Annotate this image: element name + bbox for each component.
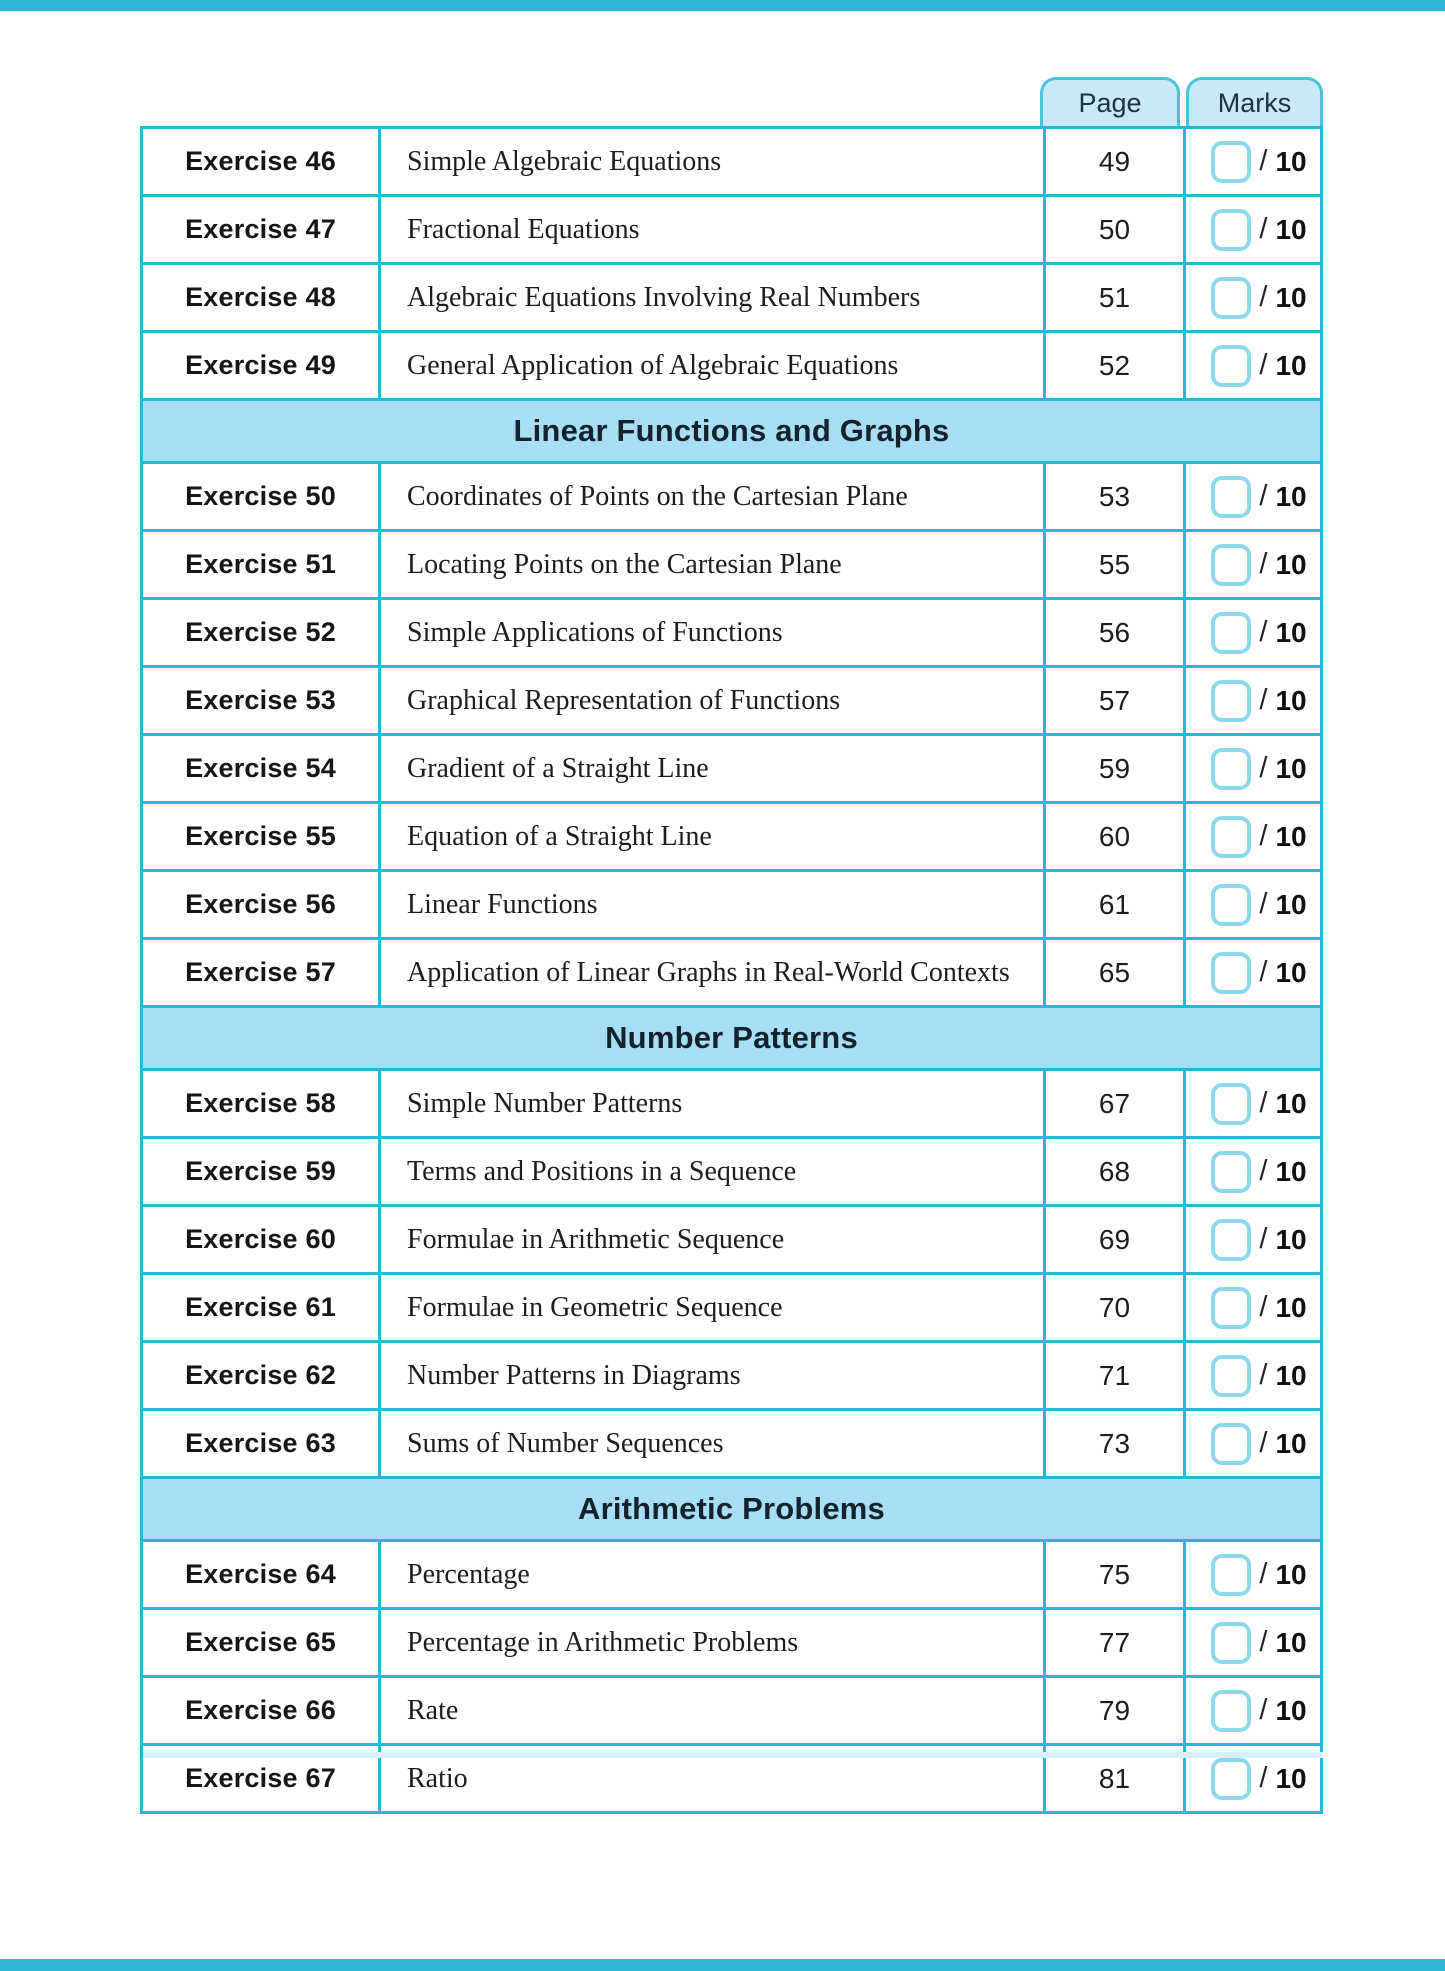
- page-number: 73: [1043, 1411, 1183, 1476]
- page-number: 79: [1043, 1678, 1183, 1743]
- marks-input-box: [1211, 1554, 1251, 1596]
- marks-cell: [1183, 804, 1320, 869]
- exercise-number: Exercise 49: [185, 350, 336, 380]
- exercise-number: Exercise 47: [185, 214, 336, 244]
- page-number: 53: [1043, 464, 1183, 529]
- marks-cell: [1183, 1071, 1320, 1136]
- marks-cell: [1183, 872, 1320, 937]
- exercise-number: Exercise 62: [185, 1360, 336, 1390]
- exercise-title: Application of Linear Graphs in Real-World Contexts: [378, 940, 1043, 1005]
- marks-separator: /: [1259, 1558, 1268, 1590]
- marks-total: 10: [1275, 145, 1307, 177]
- marks-total: 10: [1275, 1762, 1307, 1794]
- exercise-title: Algebraic Equations Involving Real Numbers: [378, 265, 1043, 330]
- marks-input-box: [1211, 1355, 1251, 1397]
- exercise-number: Exercise 63: [185, 1428, 336, 1458]
- marks-separator: /: [1259, 1087, 1268, 1119]
- exercise-number: Exercise 52: [185, 617, 336, 647]
- section-header-row: [143, 1005, 1320, 1068]
- marks-total: 10: [1275, 1087, 1307, 1119]
- marks-cell: [1183, 1411, 1320, 1476]
- exercise-row: [143, 194, 1320, 262]
- marks-cell: [1183, 1678, 1320, 1743]
- exercise-number: Exercise 56: [185, 889, 336, 919]
- exercise-title: Percentage in Arithmetic Problems: [378, 1610, 1043, 1675]
- exercise-number: Exercise 67: [185, 1763, 336, 1793]
- marks-separator: /: [1259, 349, 1268, 381]
- exercise-number: Exercise 66: [185, 1695, 336, 1725]
- marks-input-box: [1211, 1151, 1251, 1193]
- marks-input-box: [1211, 612, 1251, 654]
- exercise-title: Percentage: [378, 1542, 1043, 1607]
- page-number: 70: [1043, 1275, 1183, 1340]
- exercise-row: [143, 1539, 1320, 1607]
- marks-input-box: [1211, 209, 1251, 251]
- exercise-title: Graphical Representation of Functions: [378, 668, 1043, 733]
- exercise-number: Exercise 60: [185, 1224, 336, 1254]
- marks-separator: /: [1259, 1155, 1268, 1187]
- exercise-number: Exercise 51: [185, 549, 336, 579]
- exercise-row: [143, 1068, 1320, 1136]
- marks-total: 10: [1275, 480, 1307, 512]
- exercise-title: Ratio: [378, 1746, 1043, 1811]
- marks-separator: /: [1259, 1427, 1268, 1459]
- page-number: 81: [1043, 1746, 1183, 1811]
- exercise-number: Exercise 54: [185, 753, 336, 783]
- marks-total: 10: [1275, 1291, 1307, 1323]
- exercise-title: Locating Points on the Cartesian Plane: [378, 532, 1043, 597]
- exercise-row: [143, 597, 1320, 665]
- exercise-title: Equation of a Straight Line: [378, 804, 1043, 869]
- marks-separator: /: [1259, 1359, 1268, 1391]
- marks-input-box: [1211, 277, 1251, 319]
- marks-total: 10: [1275, 213, 1307, 245]
- marks-total: 10: [1275, 349, 1307, 381]
- marks-input-box: [1211, 476, 1251, 518]
- marks-cell: [1183, 1610, 1320, 1675]
- marks-cell: [1183, 1542, 1320, 1607]
- page-number: 67: [1043, 1071, 1183, 1136]
- exercise-number: Exercise 58: [185, 1088, 336, 1118]
- exercise-row: [143, 1272, 1320, 1340]
- marks-input-box: [1211, 345, 1251, 387]
- table-bottom-shadow: [143, 1752, 1323, 1758]
- marks-separator: /: [1259, 888, 1268, 920]
- marks-total: 10: [1275, 1558, 1307, 1590]
- marks-total: 10: [1275, 1694, 1307, 1726]
- marks-separator: /: [1259, 1762, 1268, 1794]
- page-number: 68: [1043, 1139, 1183, 1204]
- exercise-title: Formulae in Geometric Sequence: [378, 1275, 1043, 1340]
- exercise-number: Exercise 57: [185, 957, 336, 987]
- marks-separator: /: [1259, 1291, 1268, 1323]
- marks-total: 10: [1275, 1223, 1307, 1255]
- marks-separator: /: [1259, 480, 1268, 512]
- section-title: Arithmetic Problems: [578, 1491, 885, 1526]
- marks-cell: [1183, 940, 1320, 1005]
- contents-table: [140, 126, 1323, 1814]
- marks-total: 10: [1275, 1427, 1307, 1459]
- exercise-number: Exercise 46: [185, 146, 336, 176]
- marks-cell: [1183, 600, 1320, 665]
- exercise-number: Exercise 64: [185, 1559, 336, 1589]
- section-title: Linear Functions and Graphs: [513, 413, 950, 448]
- marks-total: 10: [1275, 956, 1307, 988]
- marks-separator: /: [1259, 956, 1268, 988]
- marks-separator: /: [1259, 1626, 1268, 1658]
- exercise-title: Terms and Positions in a Sequence: [378, 1139, 1043, 1204]
- page-number: 69: [1043, 1207, 1183, 1272]
- exercise-row: [143, 1607, 1320, 1675]
- marks-cell: [1183, 333, 1320, 398]
- exercise-row: [143, 129, 1320, 194]
- exercise-row: [143, 733, 1320, 801]
- marks-total: 10: [1275, 752, 1307, 784]
- page-number: 59: [1043, 736, 1183, 801]
- marks-input-box: [1211, 1083, 1251, 1125]
- marks-column-label: Marks: [1217, 87, 1292, 118]
- marks-cell: [1183, 129, 1320, 194]
- marks-cell: [1183, 197, 1320, 262]
- exercise-row: [143, 1340, 1320, 1408]
- marks-input-box: [1211, 141, 1251, 183]
- marks-cell: [1183, 668, 1320, 733]
- marks-separator: /: [1259, 616, 1268, 648]
- marks-total: 10: [1275, 684, 1307, 716]
- page-number: 50: [1043, 197, 1183, 262]
- exercise-row: [143, 529, 1320, 597]
- exercise-row: [143, 1136, 1320, 1204]
- marks-input-box: [1211, 1423, 1251, 1465]
- exercise-row: [143, 801, 1320, 869]
- exercise-row: [143, 665, 1320, 733]
- page-number: 75: [1043, 1542, 1183, 1607]
- exercise-title: Linear Functions: [378, 872, 1043, 937]
- marks-total: 10: [1275, 1626, 1307, 1658]
- exercise-title: General Application of Algebraic Equations: [378, 333, 1043, 398]
- marks-total: 10: [1275, 1359, 1307, 1391]
- exercise-row: [143, 1675, 1320, 1743]
- exercise-row: [143, 937, 1320, 1005]
- marks-input-box: [1211, 884, 1251, 926]
- marks-total: 10: [1275, 888, 1307, 920]
- exercise-title: Simple Number Patterns: [378, 1071, 1043, 1136]
- section-header-row: [143, 1476, 1320, 1539]
- marks-cell: [1183, 1207, 1320, 1272]
- marks-separator: /: [1259, 820, 1268, 852]
- exercise-title: Fractional Equations: [378, 197, 1043, 262]
- exercise-row: [143, 262, 1320, 330]
- exercise-title: Gradient of a Straight Line: [378, 736, 1043, 801]
- exercise-row: [143, 869, 1320, 937]
- marks-input-box: [1211, 1219, 1251, 1261]
- marks-total: 10: [1275, 548, 1307, 580]
- page-number: 60: [1043, 804, 1183, 869]
- marks-total: 10: [1275, 1155, 1307, 1187]
- marks-cell: [1183, 736, 1320, 801]
- page-column-label: Page: [1078, 87, 1142, 118]
- exercise-title: Number Patterns in Diagrams: [378, 1343, 1043, 1408]
- marks-total: 10: [1275, 616, 1307, 648]
- exercise-title: Coordinates of Points on the Cartesian Plane: [378, 464, 1043, 529]
- marks-cell: [1183, 1275, 1320, 1340]
- marks-separator: /: [1259, 684, 1268, 716]
- exercise-title: Rate: [378, 1678, 1043, 1743]
- exercise-number: Exercise 53: [185, 685, 336, 715]
- exercise-number: Exercise 61: [185, 1292, 336, 1322]
- marks-separator: /: [1259, 1694, 1268, 1726]
- marks-separator: /: [1259, 281, 1268, 313]
- top-decor-bar: [0, 0, 1445, 11]
- exercise-row: [143, 1204, 1320, 1272]
- marks-total: 10: [1275, 820, 1307, 852]
- marks-input-box: [1211, 952, 1251, 994]
- marks-separator: /: [1259, 548, 1268, 580]
- marks-input-box: [1211, 680, 1251, 722]
- marks-separator: /: [1259, 1223, 1268, 1255]
- page-number: 61: [1043, 872, 1183, 937]
- section-header-row: [143, 398, 1320, 461]
- page-column-tab: [1040, 77, 1180, 126]
- bottom-decor-bar: [0, 1959, 1445, 1971]
- marks-input-box: [1211, 544, 1251, 586]
- exercise-number: Exercise 59: [185, 1156, 336, 1186]
- page-number: 49: [1043, 129, 1183, 194]
- exercise-number: Exercise 55: [185, 821, 336, 851]
- exercise-title: Simple Algebraic Equations: [378, 129, 1043, 194]
- marks-input-box: [1211, 1287, 1251, 1329]
- marks-input-box: [1211, 816, 1251, 858]
- marks-cell: [1183, 464, 1320, 529]
- page-number: 52: [1043, 333, 1183, 398]
- page-number: 77: [1043, 1610, 1183, 1675]
- exercise-title: Sums of Number Sequences: [378, 1411, 1043, 1476]
- marks-cell: [1183, 532, 1320, 597]
- section-title: Number Patterns: [605, 1020, 858, 1055]
- exercise-number: Exercise 48: [185, 282, 336, 312]
- exercise-title: Simple Applications of Functions: [378, 600, 1043, 665]
- page-number: 56: [1043, 600, 1183, 665]
- page-number: 71: [1043, 1343, 1183, 1408]
- page-number: 57: [1043, 668, 1183, 733]
- exercise-number: Exercise 50: [185, 481, 336, 511]
- page-number: 55: [1043, 532, 1183, 597]
- page-number: 65: [1043, 940, 1183, 1005]
- marks-input-box: [1211, 1758, 1251, 1800]
- exercise-row: [143, 461, 1320, 529]
- marks-separator: /: [1259, 145, 1268, 177]
- marks-cell: [1183, 1343, 1320, 1408]
- marks-separator: /: [1259, 213, 1268, 245]
- marks-total: 10: [1275, 281, 1307, 313]
- exercise-title: Formulae in Arithmetic Sequence: [378, 1207, 1043, 1272]
- marks-input-box: [1211, 1622, 1251, 1664]
- exercise-row: [143, 330, 1320, 398]
- marks-column-tab: [1186, 77, 1323, 126]
- marks-input-box: [1211, 748, 1251, 790]
- exercise-number: Exercise 65: [185, 1627, 336, 1657]
- exercise-row: [143, 1408, 1320, 1476]
- marks-separator: /: [1259, 752, 1268, 784]
- marks-cell: [1183, 265, 1320, 330]
- page-number: 51: [1043, 265, 1183, 330]
- marks-cell: [1183, 1139, 1320, 1204]
- marks-input-box: [1211, 1690, 1251, 1732]
